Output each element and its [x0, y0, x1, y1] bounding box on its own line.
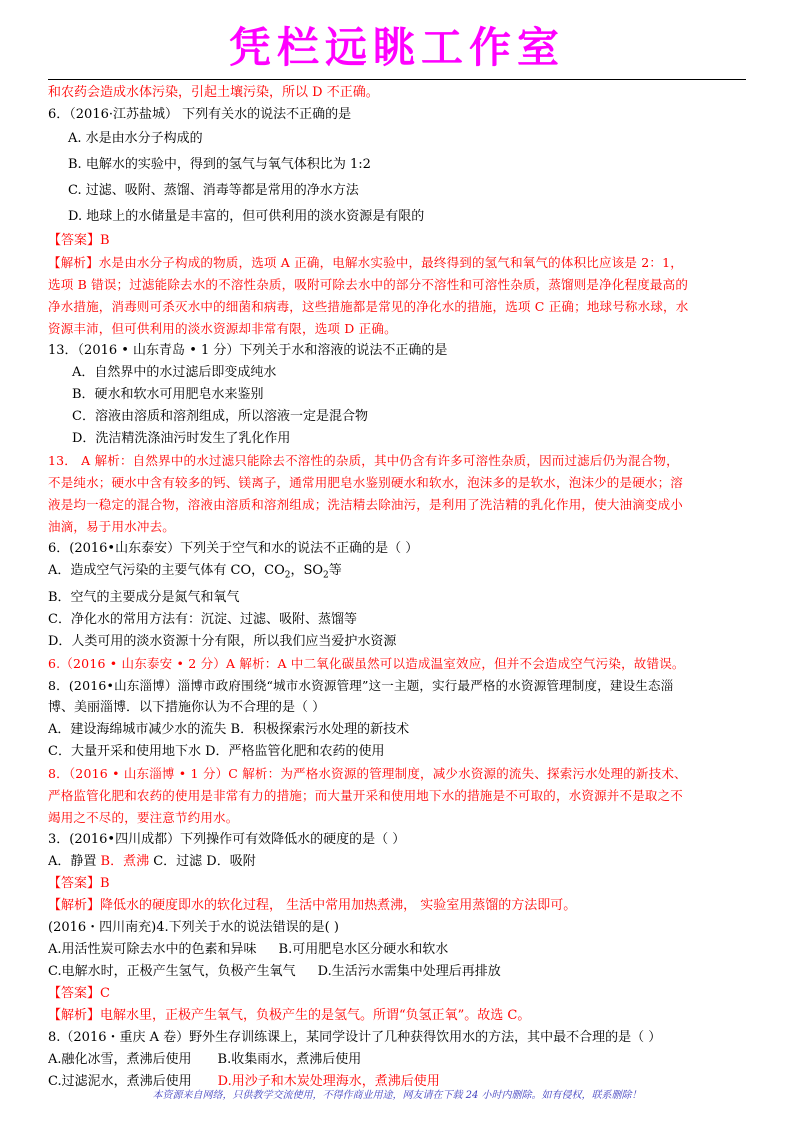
explanation-text: 油滴，易于用水冲去。	[48, 519, 176, 534]
option-c: C．净化水的常用方法有：沉淀、过滤、吸附、蒸馏等	[48, 611, 357, 627]
option-d: D.用沙子和木炭处理海水，煮沸后使用	[217, 1073, 440, 1089]
explanation-text: 选项 B 错误；过滤能除去水的不溶性杂质，吸附可除去水中的部分不溶性和可溶性杂质，蒸馏则是净化程度最高的	[48, 277, 689, 292]
option-b: B.收集雨水，煮沸后使用	[217, 1051, 362, 1067]
explanation-text: 资源丰沛，但可供利用的淡水资源却非常有限，选项 D 正确。	[48, 321, 397, 336]
option-c: C．溶液由溶质和溶剂组成，所以溶液一定是混合物	[72, 409, 368, 424]
explanation-text: 【解析】降低水的硬度即水的软化过程， 生活中常用加热煮沸， 实验室用蒸馏的方法即可。	[48, 897, 577, 913]
option-c: C. 过滤、吸附、蒸馏、消毒等都是常用的净水方法	[68, 183, 359, 198]
question-stem: 13．（2016 • 山东青岛 • 1 分）下列关于水和溶液的说法不正确的是	[48, 343, 448, 358]
option-row: A．建设海绵城市减少水的流失 B．积极探索污水处理的新技术	[48, 721, 410, 737]
explanation-text: 【解析】电解水里，正极产生氧气，负极产生的是氢气。所谓“负氢正氧”。故选 C。	[48, 1007, 531, 1023]
option-d: D．人类可用的淡水资源十分有限，所以我们应当爱护水资源	[48, 633, 397, 649]
option-b: B.可用肥皂水区分硬水和软水	[278, 941, 449, 957]
question-stem: 8.（2016・重庆 A 卷）野外生存训练课上，某同学设计了几种获得饮用水的方法，其中最不合理的是（ ）	[48, 1029, 662, 1045]
option-a: A.融化冰雪，煮沸后使用	[48, 1051, 192, 1067]
option-b: B．空气的主要成分是氮气和氧气	[48, 589, 240, 605]
option-a	[48, 560, 746, 587]
option-row: C．大量开采和使用地下水 D．严格监管化肥和农药的使用	[48, 743, 385, 759]
explanation-text: 竭用之不尽的，要注意节约用水。	[48, 809, 239, 825]
option-a: A.用活性炭可除去水中的色素和异味	[48, 941, 257, 957]
option-a: A．自然界中的水过滤后即变成纯水	[72, 365, 277, 380]
option-row	[48, 939, 746, 961]
option-text: ，SO	[290, 563, 324, 578]
question-stem: (2016・四川南充)4.下列关于水的说法错误的是( )	[48, 919, 339, 935]
option-d: D.生活污水需集中处理后再排放	[317, 963, 501, 979]
option-c: C.电解水时，正极产生氢气，负极产生氧气	[48, 963, 296, 979]
option-row	[48, 1049, 746, 1071]
header-rule	[48, 79, 746, 80]
option-a: A．静置	[48, 853, 101, 869]
option-text: A．造成空气污染的主要气体有 CO，CO	[48, 563, 285, 578]
explanation-text: 液是均一稳定的混合物，溶液由溶质和溶剂组成；洗洁精去除油污，是利用了洗洁精的乳化作用，使大油滴变成小	[48, 497, 684, 512]
explanation-text: 净水措施，消毒则可杀灭水中的细菌和病毒，这些措施都是常见的净化水的措施，选项 C 正确；地球号称水球，水	[48, 299, 689, 314]
option-b: B．煮沸	[100, 853, 150, 869]
explanation-text: 13． A 解析：自然界中的水过滤只能除去不溶性的杂质，其中仍含有许多可溶性杂质，因而过滤后仍为混合物，	[48, 453, 679, 468]
explanation-text: 【解析】水是由水分子构成的物质，选项 A 正确，电解水实验中，最终得到的氢气和氧气的体积比应该是 2：1，	[48, 255, 683, 270]
option-text: 等	[328, 563, 342, 578]
option-b: B．硬水和软水可用肥皂水来鉴别	[72, 387, 264, 402]
option-c-d: C．过滤 D．吸附	[149, 853, 256, 869]
answer-label: 【答案】B	[48, 233, 110, 248]
question-stem: 8．(2016•山东淄博）淄博市政府围绕“城市水资源管理”这一主题，实行最严格的水资源管理制度，建设生态淄	[48, 677, 674, 693]
question-stem: 3．(2016•四川成都）下列操作可有效降低水的硬度的是（ ）	[48, 831, 406, 847]
question-stem: 6．（2016·江苏盐城） 下列有关水的说法不正确的是	[48, 107, 352, 122]
option-d: D．洗洁精洗涤油污时发生了乳化作用	[72, 431, 291, 446]
footer-disclaimer: 本资源来自网络，只供教学交流使用，不得作商业用途，网友请在下载 24 小时内删除。如有侵权，联系删除！	[152, 1090, 642, 1101]
document-body	[48, 82, 746, 1093]
option-d: D. 地球上的水储量是丰富的，但可供利用的淡水资源是有限的	[68, 209, 425, 224]
option-row	[48, 851, 746, 873]
option-row	[48, 961, 746, 983]
answer-label: 【答案】C	[48, 985, 110, 1001]
explanation-text: 严格监管化肥和农药的使用是非常有力的措施；而大量开采和使用地下水的措施是不可取的，水资源并不是取之不	[48, 787, 684, 803]
question-stem: 6．(2016•山东泰安）下列关于空气和水的说法不正确的是（ ）	[48, 541, 419, 556]
header-title: 凭栏远眺工作室	[228, 23, 565, 72]
option-b: B. 电解水的实验中，得到的氢气与氧气体积比为 1:2	[68, 157, 371, 172]
answer-label: 【答案】B	[48, 875, 110, 891]
explanation-text: 8．（2016 • 山东淄博 • 1 分）C 解析：为严格水资源的管理制度，减少水资源的流失、探索污水处理的新技术、	[48, 765, 687, 781]
explanation-text: 不是纯水；硬水中含有较多的钙、镁离子，通常用肥皂水鉴别硬水和软水，泡沫多的是软水，泡沫少的是硬水；溶	[48, 475, 684, 490]
answer-text: 和农药会造成水体污染，引起土壤污染，所以 D 不正确。	[48, 85, 379, 100]
question-stem: 博、美丽淄博．以下措施你认为不合理的是（ ）	[48, 699, 326, 715]
subscript: 2	[323, 570, 329, 581]
option-a: A. 水是由水分子构成的	[68, 131, 203, 146]
explanation-text: 6.（2016 • 山东泰安 • 2 分）A 解析：A 中二氧化碳虽然可以造成温室效应，但并不会造成空气污染，故错误。	[48, 655, 685, 671]
option-c: C.过滤泥水，煮沸后使用	[48, 1073, 192, 1089]
subscript: 2	[284, 570, 291, 581]
